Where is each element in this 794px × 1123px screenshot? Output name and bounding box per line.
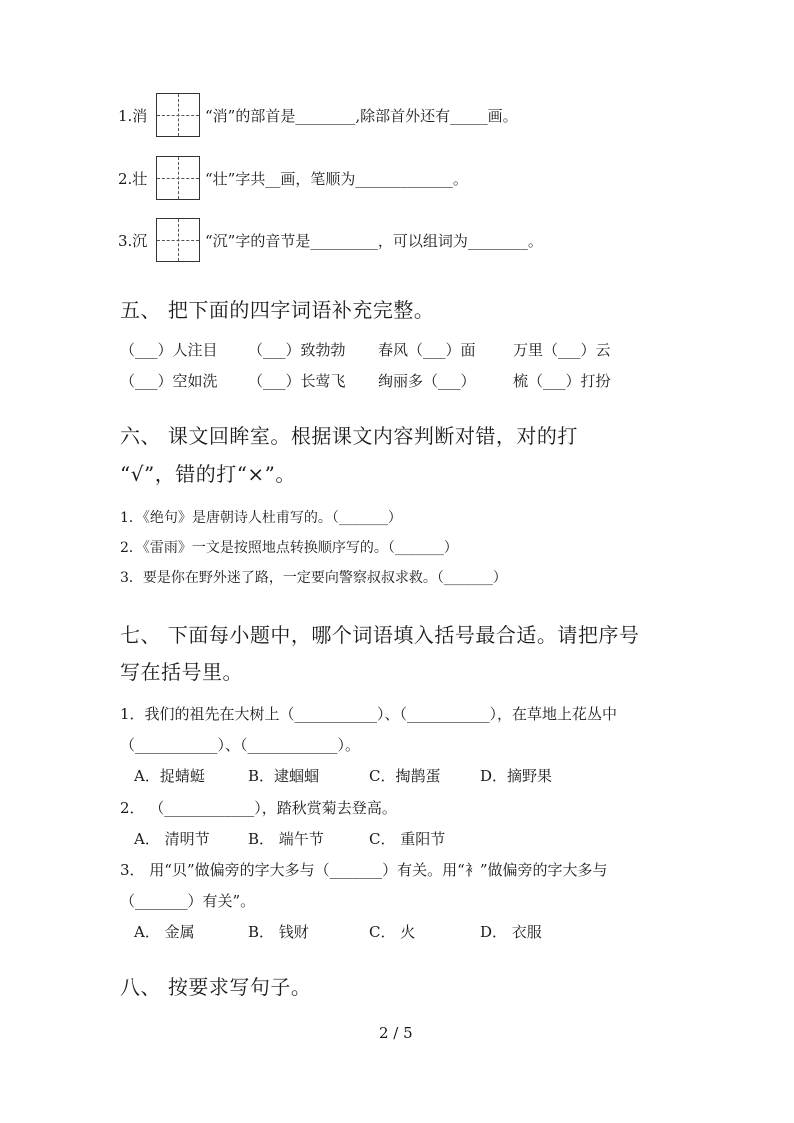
idiom-item: （___）人注目	[120, 341, 218, 359]
idiom-item: 绚丽多（___）	[378, 372, 476, 390]
idiom-item: 春风（___）面	[378, 341, 476, 359]
tianzige-box[interactable]	[156, 93, 200, 137]
option-item: D．摘野果	[480, 767, 553, 785]
question-3-line1: 3． 用“贝”做偏旁的字大多与（_______）有关。用“衤”做偏旁的字大多与	[120, 861, 608, 879]
section-6-title-line1: 六、 课文回眸室。根据课文内容判断对错，对的打	[120, 424, 578, 448]
option-item: B．逮蝈蝈	[248, 767, 320, 785]
tianzige-box[interactable]	[156, 218, 200, 262]
option-item: C． 重阳节	[369, 830, 446, 848]
idiom-item: 万里（___）云	[513, 341, 611, 359]
section-7-title-line2: 写在括号里。	[120, 660, 243, 684]
option-item: D． 衣服	[480, 923, 542, 941]
judge-item-2: 2．《雷雨》一文是按照地点转换顺序写的。（_______）	[120, 540, 458, 556]
option-item: C．掏鹊蛋	[369, 767, 441, 785]
section-5-title: 五、 把下面的四字词语补充完整。	[120, 298, 435, 322]
option-item: B． 端午节	[248, 830, 324, 848]
char-item-3-prefix: 3.沉	[118, 232, 148, 250]
option-item: A．捉蜻蜓	[134, 767, 205, 785]
char-item-2-text: “壮”字共__画，笔顺为_____________。	[205, 170, 468, 188]
judge-item-1: 1．《绝句》是唐朝诗人杜甫写的。（_______）	[120, 510, 402, 526]
option-item: A． 金属	[134, 923, 195, 941]
section-8-title: 八、 按要求写句子。	[120, 975, 312, 999]
idiom-item: （___）致勃勃	[248, 341, 346, 359]
option-item: C． 火	[369, 923, 416, 941]
idiom-item: （___）空如洗	[120, 372, 218, 390]
idiom-item: 梳（___）打扮	[513, 372, 611, 390]
page-number: 2 / 5	[379, 1024, 413, 1042]
char-item-2-prefix: 2.壮	[118, 170, 148, 188]
char-item-3-text: “沉”字的音节是_________，可以组词为________。	[205, 232, 543, 250]
idiom-item: （___）长莺飞	[248, 372, 346, 390]
judge-item-3: 3．要是你在野外迷了路，一定要向警察叔叔求救。（_______）	[120, 570, 507, 586]
option-item: B． 钱财	[248, 923, 309, 941]
question-3-line2: （_______）有关”。	[120, 892, 256, 910]
question-1-line2: （___________）、（____________）。	[120, 736, 361, 754]
tianzige-box[interactable]	[156, 156, 200, 200]
char-item-1-prefix: 1.消	[118, 107, 148, 125]
char-item-1-text: “消”的部首是________,除部首外还有_____画。	[205, 107, 518, 125]
option-item: A． 清明节	[134, 830, 210, 848]
question-1-line1: 1．我们的祖先在大树上（___________）、（___________），在草地上花丛中	[120, 705, 618, 723]
section-7-title-line1: 七、 下面每小题中，哪个词语填入括号最合适。请把序号	[120, 623, 640, 647]
question-2-line: 2． （____________），踏秋赏菊去登高。	[120, 799, 397, 817]
section-6-title-line2: “√”，错的打“×”。	[120, 462, 296, 486]
